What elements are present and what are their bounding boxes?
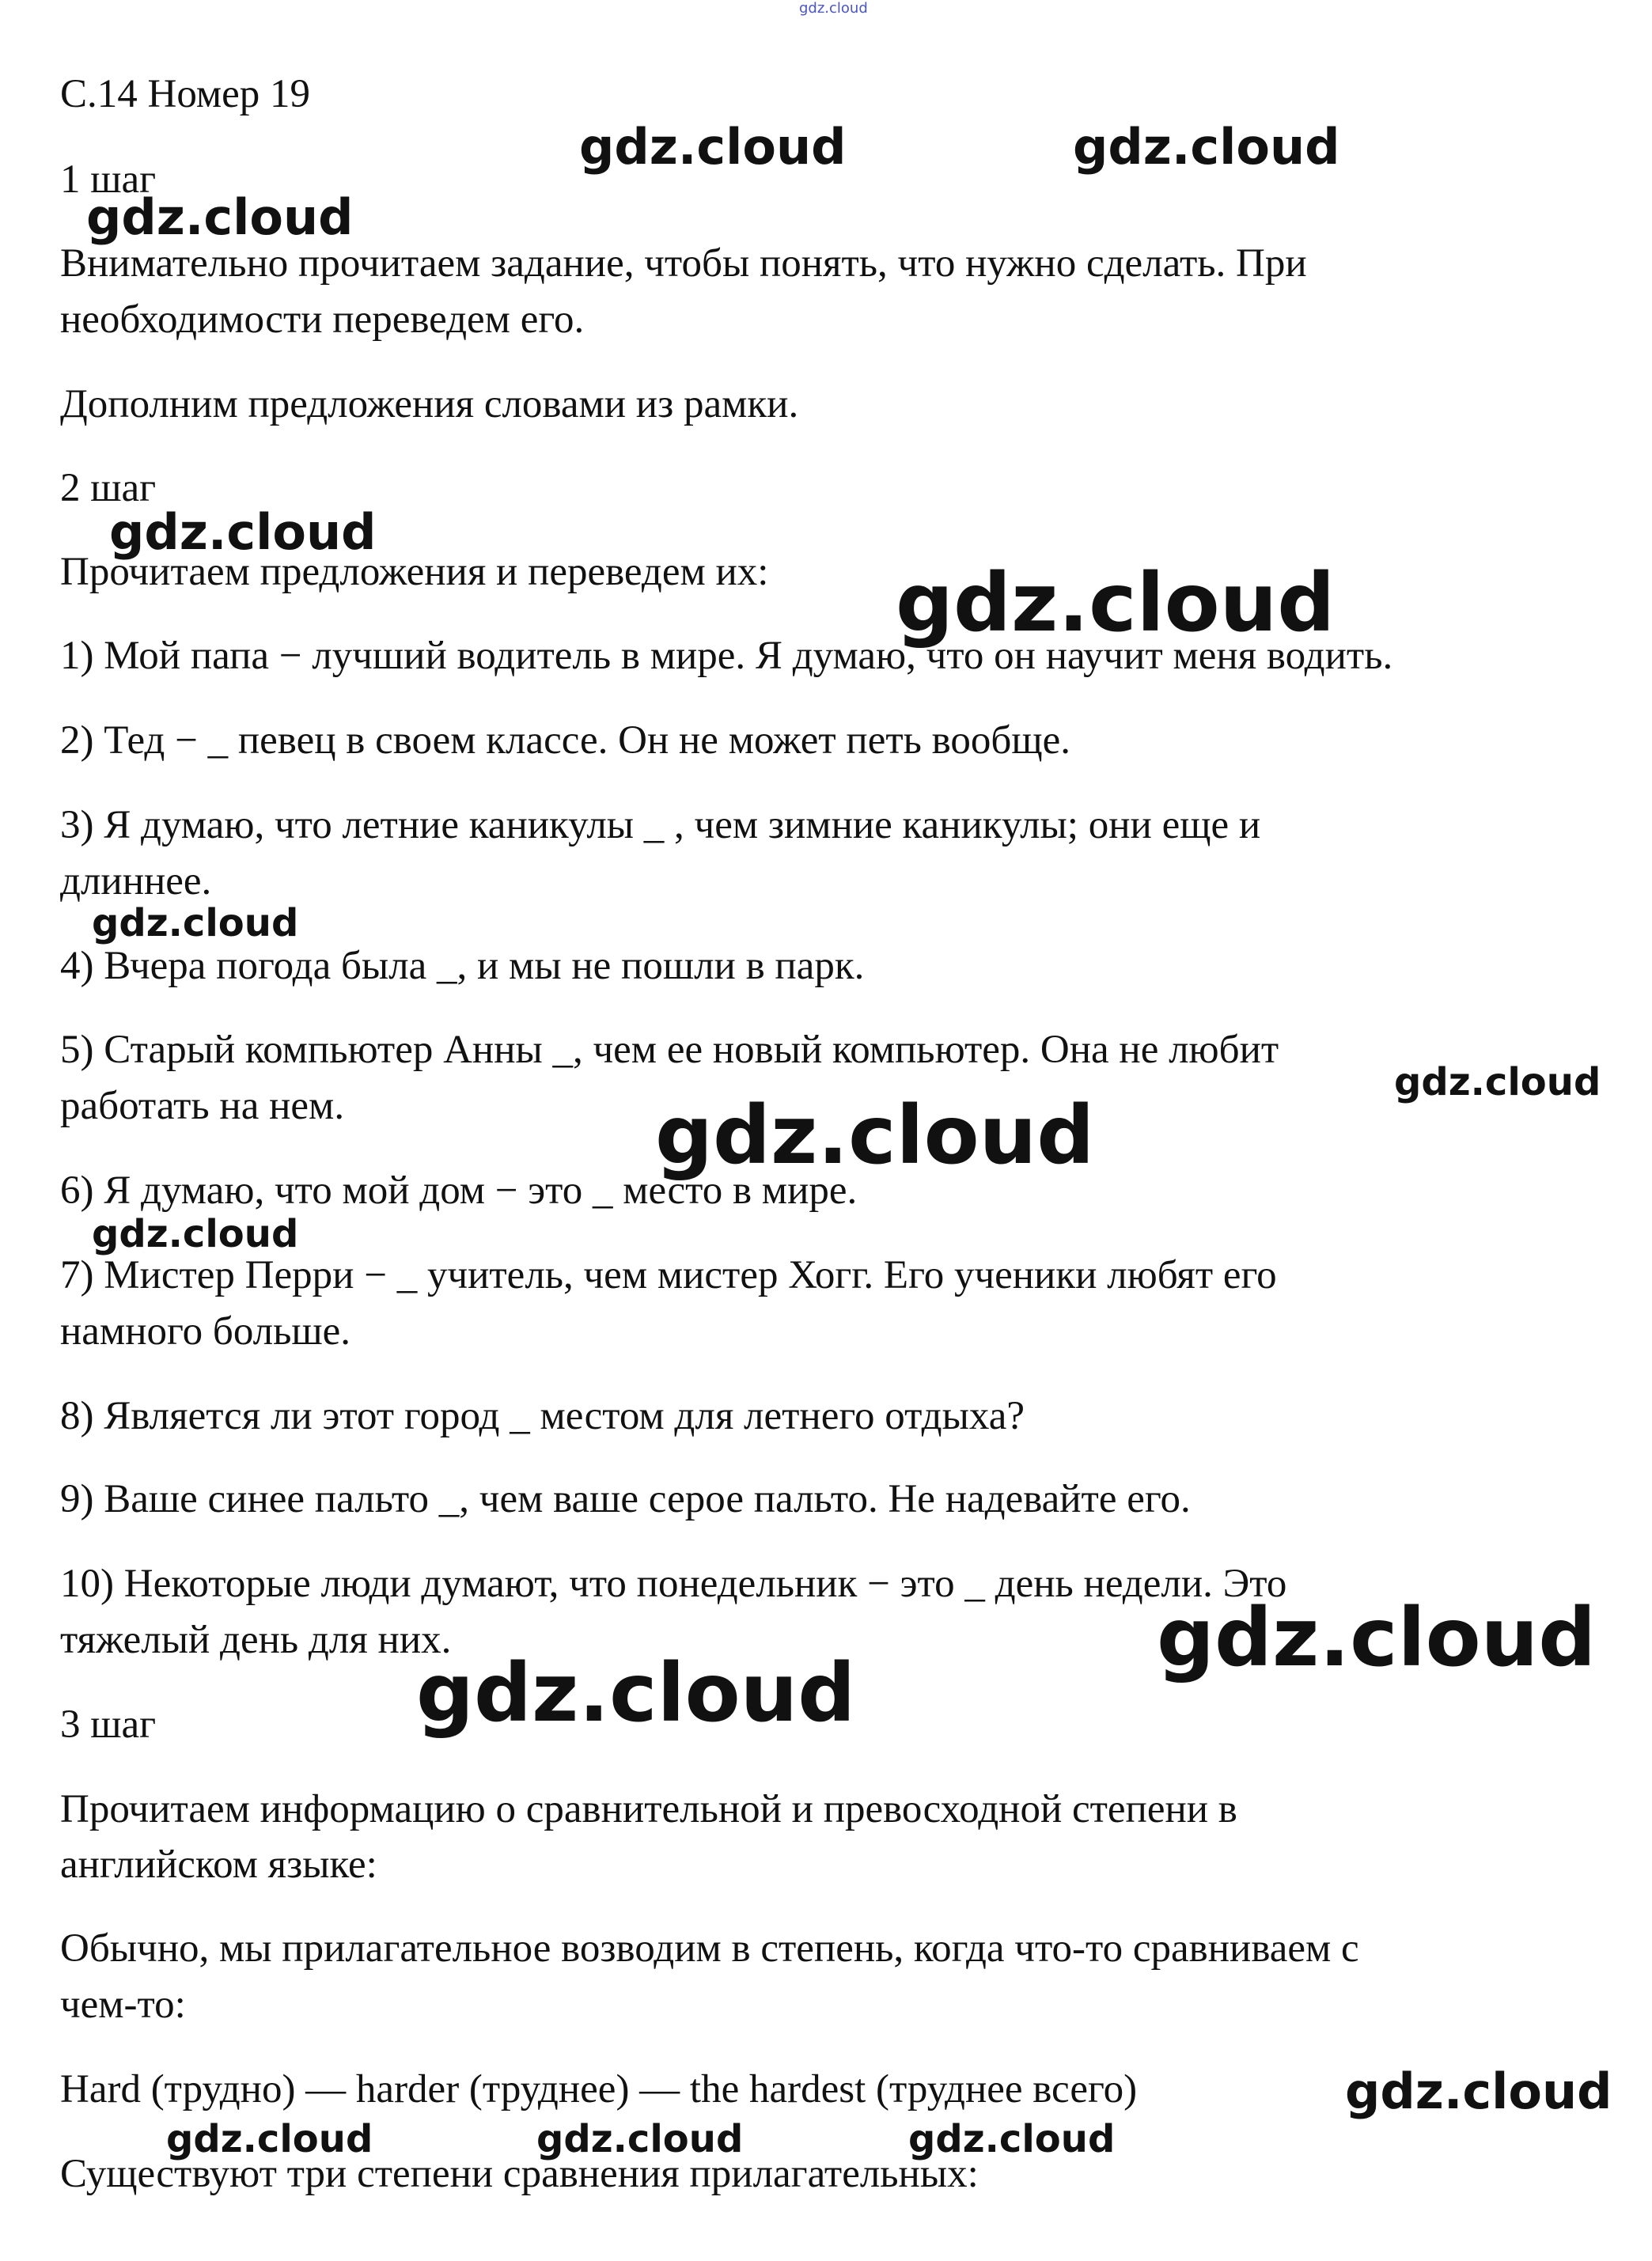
sentence-line: 8) Является ли этот город _ местом для летнего отдыха? xyxy=(60,1394,1025,1438)
step-3-intro-line-1: Прочитаем информацию о сравнительной и превосходной степени в xyxy=(60,1787,1237,1831)
watermark: gdz.cloud xyxy=(896,556,1336,650)
sentence-line: 6) Я думаю, что мой дом − это _ место в мире. xyxy=(60,1168,858,1213)
watermark: gdz.cloud xyxy=(1394,1060,1601,1104)
watermark: gdz.cloud xyxy=(579,118,847,176)
step-3-intro-line-2: английском языке: xyxy=(60,1843,377,1887)
step-3-last-line: Существуют три степени сравнения прилагательных: xyxy=(60,2152,979,2196)
watermark: gdz.cloud xyxy=(1157,1591,1597,1685)
watermark: gdz.cloud xyxy=(908,2117,1116,2161)
step-3-example: Hard (трудно) — harder (труднее) — the hardest (труднее всего) xyxy=(60,2067,1138,2111)
sentence-line: намного больше. xyxy=(60,1309,351,1354)
step-1-task: Дополним предложения словами из рамки. xyxy=(60,382,799,426)
sentence-line: работать на нем. xyxy=(60,1084,345,1128)
step-3-heading: 3 шаг xyxy=(60,1702,157,1747)
step-1-text-line-2: необходимости переведем его. xyxy=(60,297,585,342)
watermark: gdz.cloud xyxy=(799,0,868,17)
watermark: gdz.cloud xyxy=(92,901,299,945)
sentence-line: 5) Старый компьютер Анны _, чем ее новый компьютер. Она не любит xyxy=(60,1028,1279,1072)
watermark: gdz.cloud xyxy=(166,2117,373,2161)
watermark: gdz.cloud xyxy=(86,188,354,246)
page-title: С.14 Номер 19 xyxy=(60,72,311,116)
watermark: gdz.cloud xyxy=(536,2117,744,2161)
step-1-text-line-1: Внимательно прочитаем задание, чтобы понять, что нужно сделать. При xyxy=(60,241,1307,286)
sentence-line: длиннее. xyxy=(60,859,212,903)
step-3-text-line-1: Обычно, мы прилагательное возводим в степень, когда что-то сравниваем с xyxy=(60,1926,1359,1971)
watermark: gdz.cloud xyxy=(1073,118,1340,176)
sentence-line: 2) Тед − _ певец в своем классе. Он не может петь вообще. xyxy=(60,718,1070,763)
sentence-line: 7) Мистер Перри − _ учитель, чем мистер Хогг. Его ученики любят его xyxy=(60,1253,1277,1297)
watermark: gdz.cloud xyxy=(92,1212,299,1256)
watermark: gdz.cloud xyxy=(109,503,377,561)
watermark: gdz.cloud xyxy=(416,1646,856,1740)
watermark: gdz.cloud xyxy=(655,1089,1095,1183)
step-2-heading: 2 шаг xyxy=(60,466,157,510)
sentence-line: 4) Вчера погода была _, и мы не пошли в парк. xyxy=(60,944,865,988)
sentence-line: 1) Мой папа − лучший водитель в мире. Я думаю, что он научит меня водить. xyxy=(60,634,1393,678)
sentence-line: 10) Некоторые люди думают, что понедельник − это _ день недели. Это xyxy=(60,1562,1287,1606)
step-1-heading: 1 шаг xyxy=(60,157,157,202)
watermark: gdz.cloud xyxy=(1345,2062,1612,2120)
step-3-text-line-2: чем-то: xyxy=(60,1983,186,2027)
sentence-line: 9) Ваше синее пальто _, чем ваше серое пальто. Не надевайте его. xyxy=(60,1477,1191,1521)
step-2-intro: Прочитаем предложения и переведем их: xyxy=(60,550,769,594)
sentence-line: тяжелый день для них. xyxy=(60,1618,452,1662)
sentence-line: 3) Я думаю, что летние каникулы _ , чем зимние каникулы; они еще и xyxy=(60,803,1261,847)
